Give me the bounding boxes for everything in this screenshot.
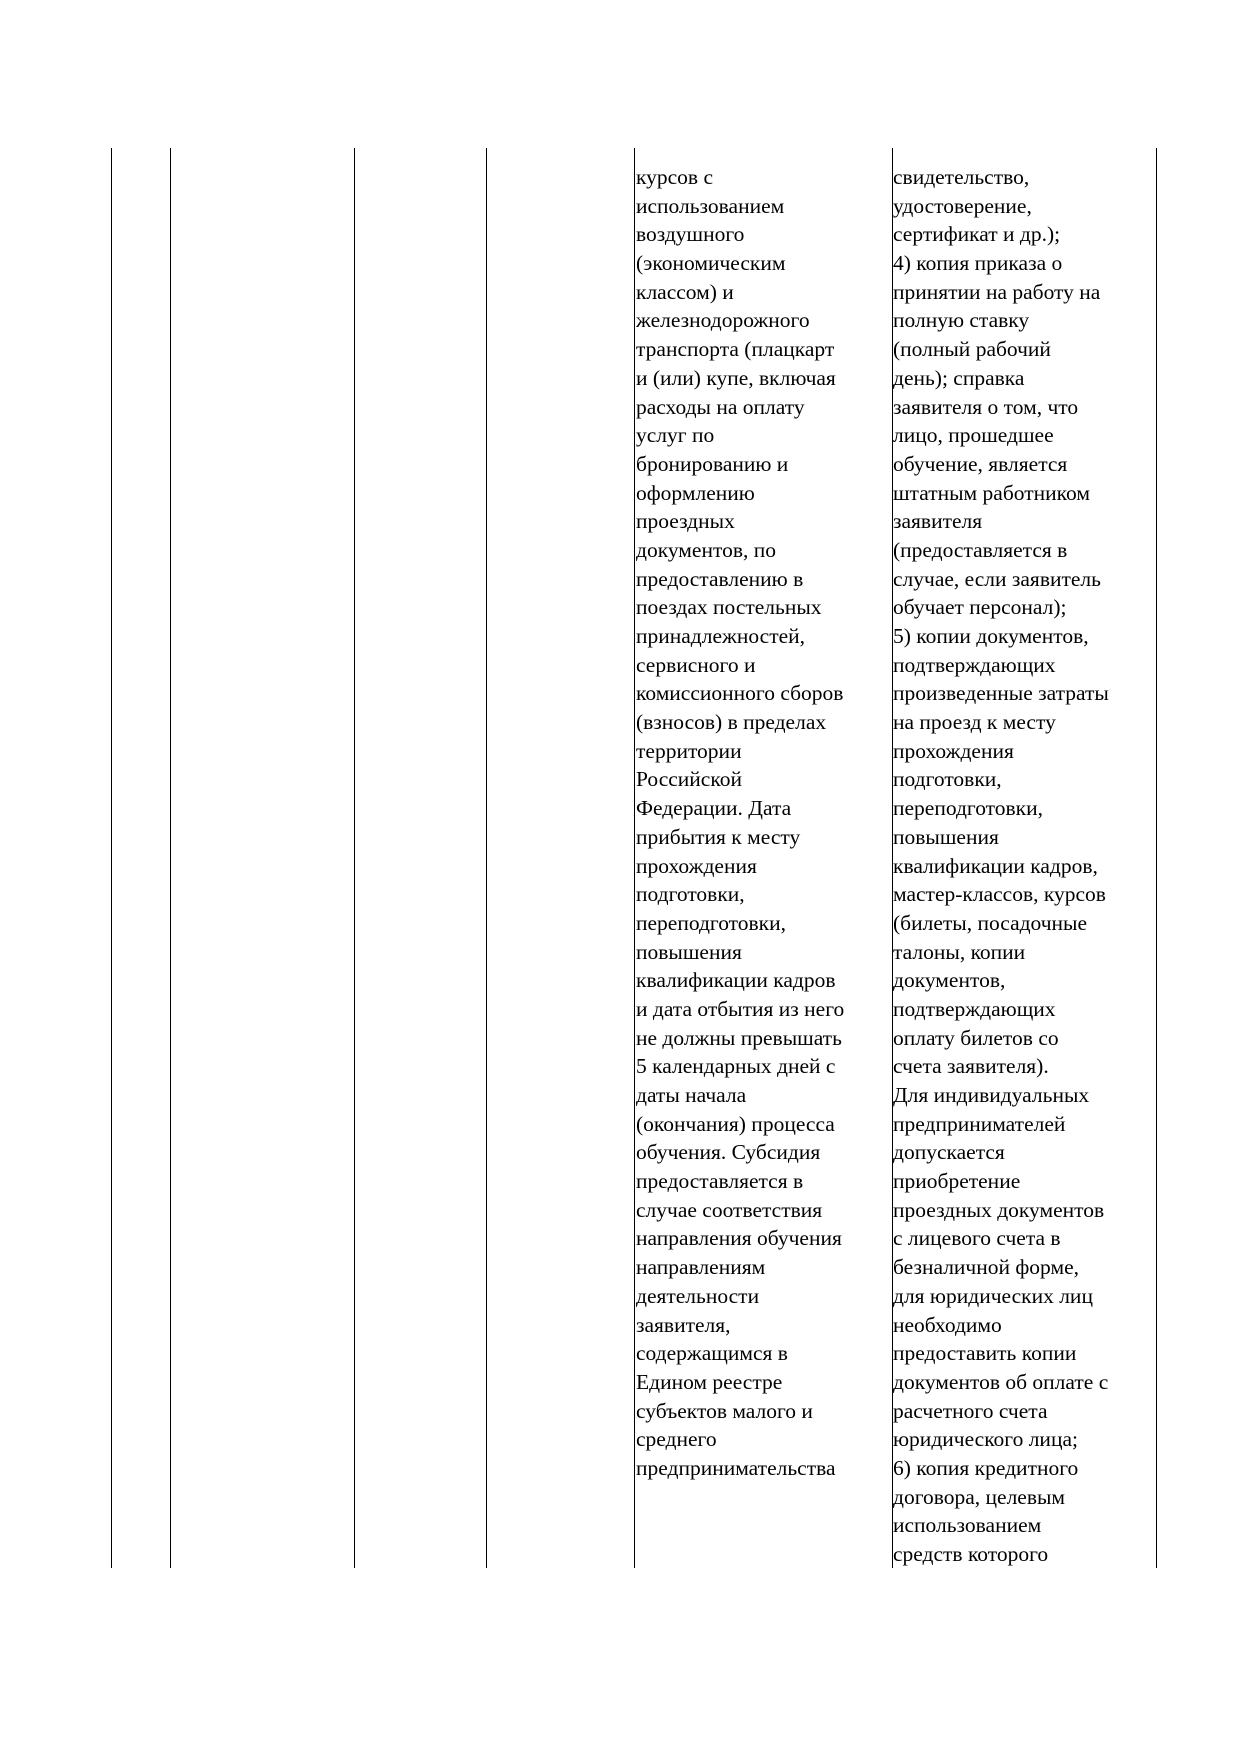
column-border-3 xyxy=(354,148,355,1568)
cell-text-line: Едином реестре xyxy=(636,1369,783,1394)
cell-text-line: средств которого xyxy=(893,1542,1049,1566)
cell-text-line: воздушного xyxy=(636,222,745,247)
cell-text-line: использованием xyxy=(893,1513,1042,1538)
cell-text-line: прохождения xyxy=(893,738,1014,763)
cell-text-line: удостоверение, xyxy=(893,193,1032,218)
cell-text-line: (предоставляется в xyxy=(893,537,1068,562)
cell-text-line: проездных xyxy=(636,509,735,534)
cell-text-line: договора, целевым xyxy=(893,1484,1066,1509)
cell-text-line: свидетельство, xyxy=(893,165,1030,189)
cell-text-line: направления обучения xyxy=(636,1226,842,1251)
cell-text-line: предпринимательства xyxy=(636,1455,836,1480)
cell-text-line: повышения xyxy=(893,824,999,849)
cell-text-line: и дата отбытия из него xyxy=(636,996,845,1021)
cell-text-line: расходы на оплату xyxy=(636,394,805,419)
cell-text-line: необходимо xyxy=(893,1312,1002,1337)
cell-text-line: подтверждающих xyxy=(893,996,1056,1021)
cell-text-line: (взносов) в пределах xyxy=(636,710,827,735)
cell-text-line: 5 календарных дней с xyxy=(636,1054,836,1079)
cell-text-line: безналичной форме, xyxy=(893,1255,1080,1280)
cell-text-line: приобретение xyxy=(893,1169,1021,1194)
cell-text-line: предоставляется в xyxy=(636,1169,804,1194)
cell-text-line: даты начала xyxy=(636,1083,747,1107)
cell-text-line: подготовки, xyxy=(636,882,745,907)
cell-text-line: произведенные затраты xyxy=(893,681,1109,706)
cell-text-line: заявителя, xyxy=(636,1312,731,1337)
cell-text-line: направлениям xyxy=(636,1255,766,1280)
cell-text-line: поездах постельных xyxy=(636,595,822,620)
cell-text-line: Федерации. Дата xyxy=(636,796,792,821)
cell-text-line: оформлению xyxy=(636,480,755,505)
cell-text-line: обучение, является xyxy=(893,451,1068,476)
cell-text-line: 4) копия приказа о xyxy=(893,251,1063,276)
cell-text-line: оплату билетов со xyxy=(893,1025,1059,1050)
cell-text-line: день); справка xyxy=(893,365,1025,390)
cell-text-line: прохождения xyxy=(636,853,757,878)
table-cell-column-5 xyxy=(893,163,1109,1569)
cell-text-line: расчетного счета xyxy=(893,1398,1048,1423)
cell-text-line: транспорта (плацкарт xyxy=(636,337,835,362)
cell-text-line: принадлежностей, xyxy=(636,624,806,648)
cell-text-line: среднего xyxy=(636,1427,717,1452)
cell-text-line: лицо, прошедшее xyxy=(893,423,1054,448)
cell-text-line: обучения. Субсидия xyxy=(636,1140,821,1165)
cell-text-line: документов, xyxy=(893,968,1006,993)
cell-text-line: содержащимся в xyxy=(636,1341,788,1366)
cell-text-line: (билеты, посадочные xyxy=(893,910,1088,935)
cell-text-line: 5) копии документов, xyxy=(893,624,1089,648)
cell-text-line: Российской xyxy=(636,767,742,792)
cell-text-line: юридического лица; xyxy=(893,1427,1078,1452)
cell-text-line: не должны превышать xyxy=(636,1025,842,1050)
cell-text-line: классом) и xyxy=(636,279,734,304)
cell-text-line: принятии на работу на xyxy=(893,279,1101,304)
cell-text-line: предоставлению в xyxy=(636,566,804,591)
cell-text-line: (окончания) процесса xyxy=(636,1111,835,1136)
cell-text-line: (полный рабочий xyxy=(893,337,1051,362)
cell-text-line: штатным работником xyxy=(893,480,1090,505)
cell-text-line: предоставить копии xyxy=(893,1341,1077,1366)
column-border-7 xyxy=(1156,148,1157,1568)
cell-text-line: деятельности xyxy=(636,1283,760,1308)
cell-text-line: полную ставку xyxy=(893,308,1030,333)
cell-text-line: допускается xyxy=(893,1140,1005,1165)
cell-text-line: Для индивидуальных xyxy=(893,1083,1090,1107)
cell-text-line: территории xyxy=(636,738,742,763)
cell-text-line: документов, по xyxy=(636,537,776,562)
column-border-1 xyxy=(111,148,112,1568)
cell-text-line: 6) копия кредитного xyxy=(893,1455,1079,1480)
cell-text-line: прибытия к месту xyxy=(636,824,801,849)
cell-text-line: мастер-классов, курсов xyxy=(893,882,1106,907)
cell-text-line: заявителя xyxy=(893,509,983,534)
cell-text-line: документов об оплате с xyxy=(893,1369,1109,1394)
cell-text-line: сервисного и xyxy=(636,652,756,677)
cell-text-line: сертификат и др.); xyxy=(893,222,1061,247)
cell-text-line: квалификации кадров xyxy=(636,968,836,993)
cell-text-line: подготовки, xyxy=(893,767,1002,792)
cell-text-line: случае, если заявитель xyxy=(893,566,1101,591)
column-border-5 xyxy=(634,148,635,1568)
cell-text-line: с лицевого счета в xyxy=(893,1226,1061,1251)
cell-text-line: на проезд к месту xyxy=(893,710,1056,735)
cell-text-line: комиссионного сборов xyxy=(636,681,844,706)
cell-text-line: железнодорожного xyxy=(636,308,810,333)
cell-text-line: использованием xyxy=(636,193,785,218)
cell-text-line: и (или) купе, включая xyxy=(636,365,836,390)
cell-text-line: талоны, копии xyxy=(893,939,1026,964)
cell-text-line: заявителя о том, что xyxy=(893,394,1079,419)
cell-text-line: счета заявителя). xyxy=(893,1054,1049,1079)
cell-text-line: услуг по xyxy=(636,423,715,448)
cell-text-line: бронированию и xyxy=(636,451,789,476)
cell-text-line: подтверждающих xyxy=(893,652,1056,677)
cell-text-line: предпринимателей xyxy=(893,1111,1066,1136)
cell-text-line: обучает персонал); xyxy=(893,595,1067,620)
column-border-4 xyxy=(486,148,487,1568)
cell-text-line: случае соответствия xyxy=(636,1197,823,1222)
table-cell-column-4 xyxy=(636,163,844,1483)
cell-text-line: субъектов малого и xyxy=(636,1398,813,1423)
cell-text-line: повышения xyxy=(636,939,742,964)
cell-text-line: курсов с xyxy=(636,165,714,189)
cell-text-line: переподготовки, xyxy=(893,796,1044,821)
column-border-2 xyxy=(170,148,171,1568)
cell-text-line: для юридических лиц xyxy=(893,1283,1093,1308)
cell-text-line: (экономическим xyxy=(636,251,786,276)
cell-text-line: переподготовки, xyxy=(636,910,787,935)
cell-text-line: проездных документов xyxy=(893,1197,1105,1222)
cell-text-line: квалификации кадров, xyxy=(893,853,1098,878)
